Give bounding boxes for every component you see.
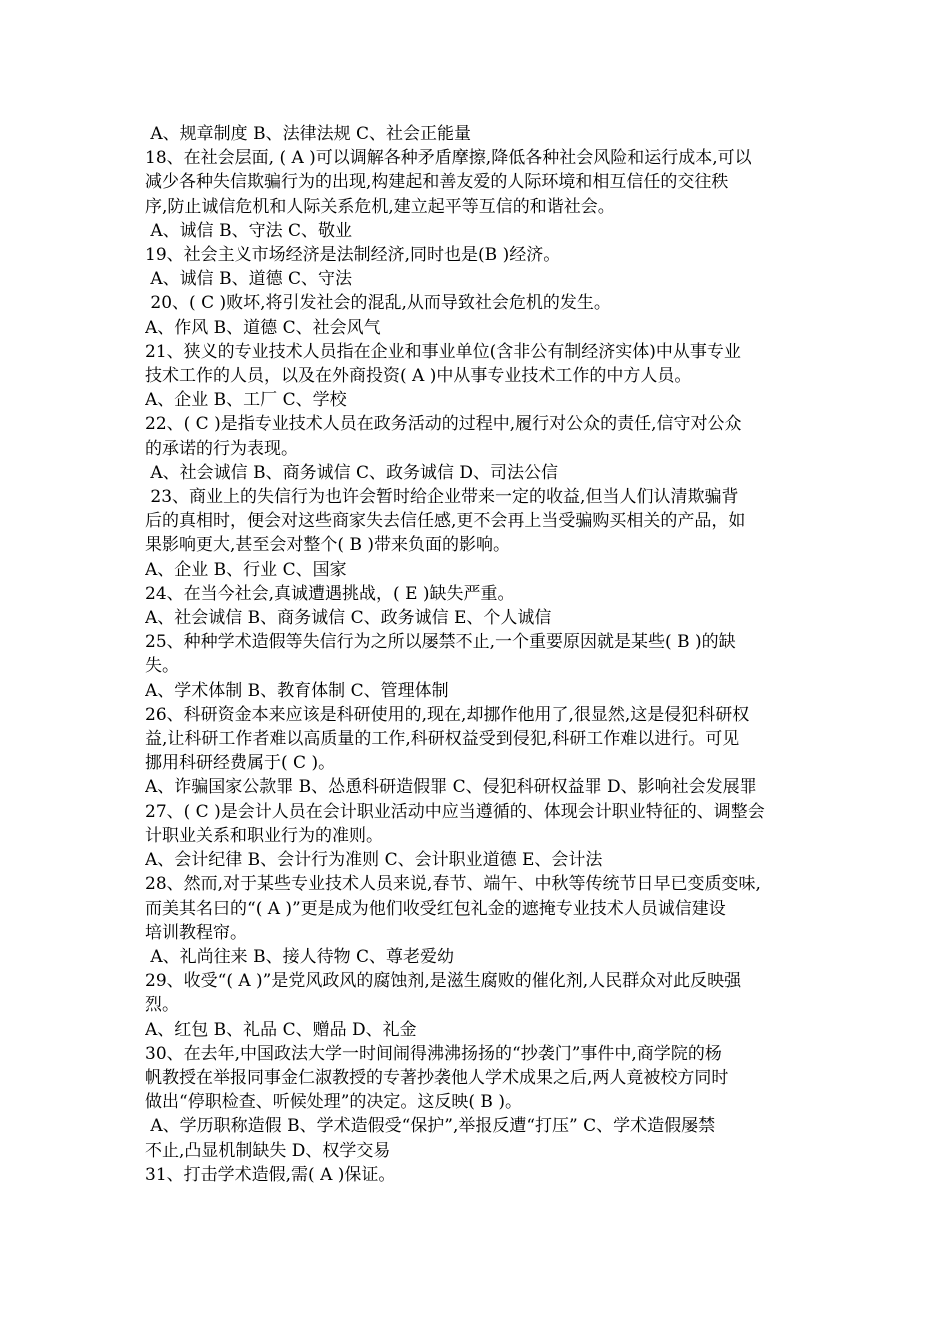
text-line: A、诚信 B、守法 C、敬业 [145, 220, 352, 241]
text-line: 后的真相时，便会对这些商家失去信任感,更不会再上当受骗购买相关的产品，如 [145, 511, 746, 532]
text-line: 减少各种失信欺骗行为的出现,构建起和善友爱的人际环境和相互信任的交往秩 [145, 172, 729, 193]
text-line: 20、( C )败坏,将引发社会的混乱,从而导致社会危机的发生。 [145, 293, 611, 314]
text-line: A、社会诚信 B、商务诚信 C、政务诚信 D、司法公信 [145, 462, 559, 483]
text-line: A、企业 B、工厂 C、学校 [145, 390, 347, 411]
text-line: 29、收受“( A )”是党风政风的腐蚀剂,是滋生腐败的催化剂,人民群众对此反映强 [145, 971, 742, 992]
text-line: 序,防止诚信危机和人际关系危机,建立起平等互信的和谐社会。 [145, 196, 615, 217]
text-line: A、社会诚信 B、商务诚信 C、政务诚信 E、个人诚信 [145, 608, 552, 629]
text-line: A、作风 B、道德 C、社会风气 [145, 317, 381, 338]
text-line: A、礼尚往来 B、接人待物 C、尊老爱幼 [145, 946, 454, 967]
text-line: 22、( C )是指专业技术人员在政务活动的过程中,履行对公众的责任,信守对公众 [145, 414, 742, 435]
text-line: A、规章制度 B、法律法规 C、社会正能量 [145, 124, 471, 144]
text-line: 24、在当今社会,真诚遭遇挑战，( E )缺失严重。 [145, 583, 515, 604]
text-line: 23、商业上的失信行为也许会暂时给企业带来一定的收益,但当人们认清欺骗背 [145, 487, 739, 508]
text-line: 30、在去年,中国政法大学一时间闹得沸沸扬扬的“抄袭门”事件中,商学院的杨 [145, 1043, 722, 1064]
text-line: 31、打击学术造假,需( A )保证。 [145, 1164, 396, 1185]
document-page [145, 122, 813, 1187]
text-line: A、红包 B、礼品 C、赠品 D、礼金 [145, 1019, 417, 1040]
text-line: 烈。 [145, 995, 179, 1016]
text-line: 18、在社会层面, ( A )可以调解各种矛盾摩擦,降低各种社会风险和运行成本,可以 [145, 148, 752, 169]
text-line: A、会计纪律 B、会计行为准则 C、会计职业道德 E、会计法 [145, 850, 603, 871]
text-line: 25、种种学术造假等失信行为之所以屡禁不止,一个重要原因就是某些( B )的缺 [145, 632, 736, 653]
text-line: A、学历职称造假 B、学术造假受“保护”,举报反遭“打压” C、学术造假屡禁 [145, 1116, 716, 1137]
text-line: 27、( C )是会计人员在会计职业活动中应当遵循的、体现会计职业特征的、调整会 [145, 801, 765, 822]
text-line: 26、科研资金本来应该是科研使用的,现在,却挪作他用了,很显然,这是侵犯科研权 [145, 704, 750, 725]
text-line: A、诈骗国家公款罪 B、怂恿科研造假罪 C、侵犯科研权益罪 D、影响社会发展罪 [145, 777, 757, 798]
text-line: 培训教程帘。 [145, 922, 247, 943]
text-line: 不止,凸显机制缺失 D、权学交易 [145, 1140, 391, 1161]
text-line: 果影响更大,甚至会对整个( B )带来负面的影响。 [145, 535, 510, 556]
text-line: 21、狭义的专业技术人员指在企业和事业单位(含非公有制经济实体)中从事专业 [145, 341, 741, 362]
text-line: 的承诺的行为表现。 [145, 438, 298, 459]
text-line: A、诚信 B、道德 C、守法 [145, 269, 352, 290]
text-line: 失。 [145, 656, 179, 677]
text-line: 挪用科研经费属于( C )。 [145, 753, 336, 774]
text-line: 计职业关系和职业行为的准则。 [145, 825, 383, 846]
text-line: A、企业 B、行业 C、国家 [145, 559, 347, 580]
text-line: A、学术体制 B、教育体制 C、管理体制 [145, 680, 449, 701]
text-line: 做出“停职检查、听候处理”的决定。这反映( B )。 [145, 1092, 522, 1113]
text-line: 帆教授在举报同事金仁淑教授的专著抄袭他人学术成果之后,两人竟被校方同时 [145, 1067, 729, 1088]
text-line: 28、然而,对于某些专业技术人员来说,春节、端午、中秋等传统节日早已变质变味, [145, 874, 761, 895]
text-line: 技术工作的人员，以及在外商投资( A )中从事专业技术工作的中方人员。 [145, 366, 692, 387]
text-line: 19、社会主义市场经济是法制经济,同时也是(B )经济。 [145, 245, 561, 266]
text-line: 而美其名曰的“( A )”更是成为他们收受红包礼金的遮掩专业技术人员诚信建设 [145, 898, 726, 919]
text-line: 益,让科研工作者难以高质量的工作,科研权益受到侵犯,科研工作难以进行。可见 [145, 729, 740, 750]
